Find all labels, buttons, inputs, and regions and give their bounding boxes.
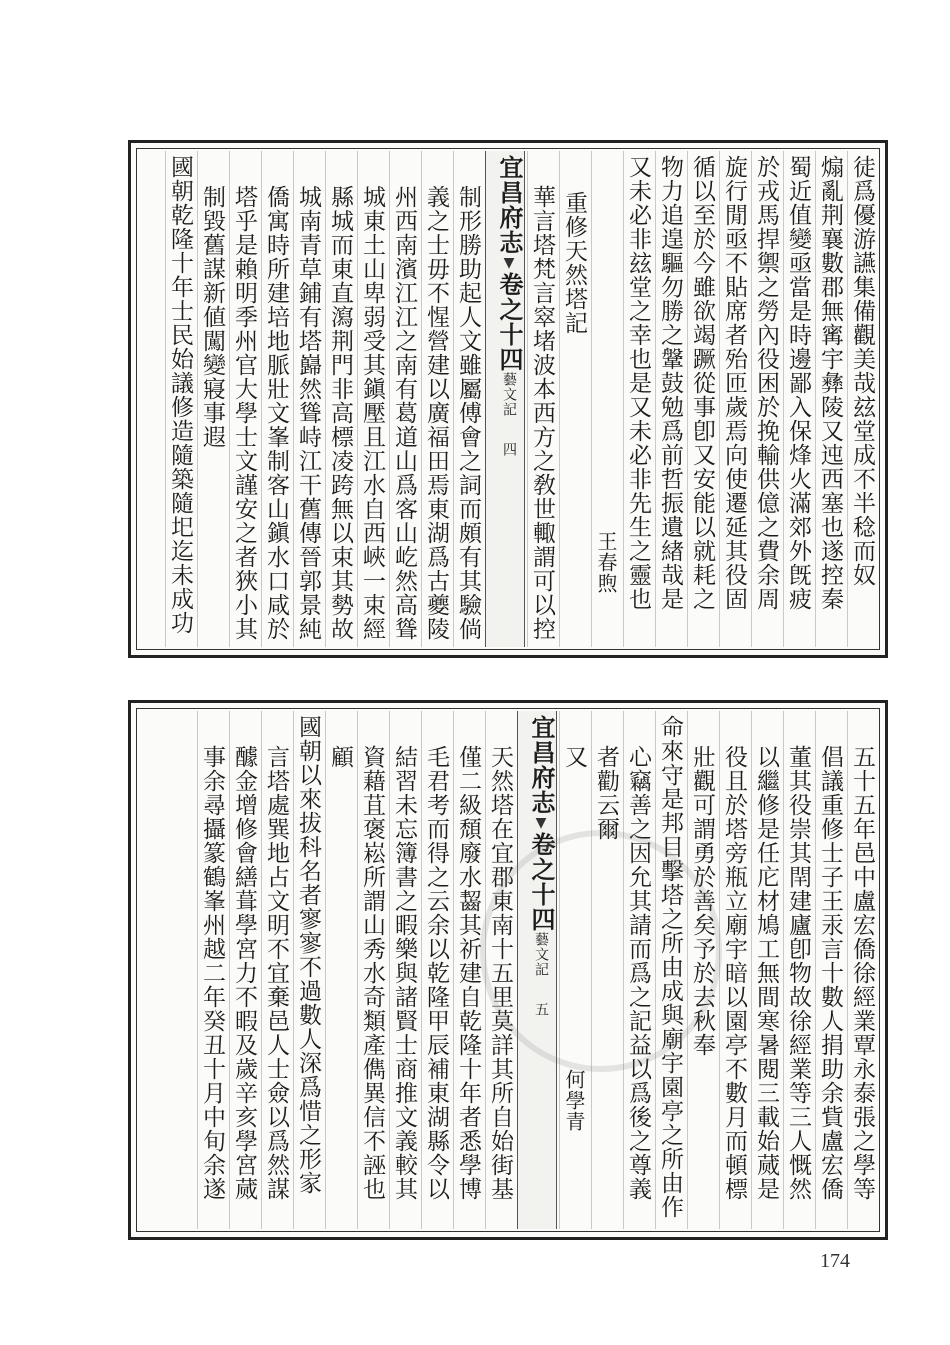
author-name: 王春煦 (594, 531, 618, 594)
author-column (591, 151, 621, 647)
text-column: 言塔處巽地占文明不宜棄邑人士僉以爲然謀 (261, 711, 291, 1229)
text-column: 事余尋攝篆鶴峯州越二年癸丑十月中旬余遂 (197, 711, 227, 1229)
text-column: 壯觀可謂勇於善矣予於去秋奉 (687, 711, 717, 1229)
text-column: 倡議重修士子王汞言十數人捐助余貲盧宏僑 (815, 711, 845, 1229)
text-column: 旋行閒亟不貼席者殆匝歲焉向使遷延其役固 (719, 151, 749, 647)
text-column: 僅二級頹廢水齧其祈建自乾隆十年者悉學博 (453, 711, 483, 1229)
bottom-panel-columns (139, 711, 877, 1229)
text-column: 國朝乾隆十年士民始議修造隨築隨圯迄未成功 (165, 151, 195, 647)
text-column: 僑寓時所建培地脈壯文峯制客山鎭水口咸於 (261, 151, 291, 647)
page-number: 174 (820, 1250, 850, 1272)
leaf-number: 五 (533, 1002, 549, 1017)
author-name: 何學青 (562, 1069, 586, 1132)
text-column: 董其役崇其閈建廬卽物故徐經業等三人慨然 (783, 711, 813, 1229)
article-heading (559, 711, 589, 1229)
text-column: 義之士毋不惺營建以廣福田焉東湖爲古夔陵 (421, 151, 451, 647)
text-column: 華言塔梵言窣堵波本西方之敎世輙謂可以控 (527, 151, 557, 647)
article-heading: 重修天然塔記 (559, 151, 589, 647)
text-column: 塔乎是賴明季州官大學士文謹安之者狹小其 (229, 151, 259, 647)
section-label: 藝文記 (533, 932, 549, 977)
section-label: 藝文記 (501, 372, 517, 417)
top-panel-columns (139, 151, 877, 647)
volume-label: 卷之十四 (495, 272, 524, 372)
page-header-column (517, 711, 557, 1229)
top-panel (128, 140, 888, 658)
page-header-column (485, 151, 525, 647)
text-column: 煽亂荆襄數郡無寗宇彝陵又迍西塞也遂控秦 (815, 151, 845, 647)
text-column: 以繼修是任庀材鳩工無間寒暑閱三載始蒇是 (751, 711, 781, 1229)
text-column: 心竊善之因允其請而爲之記益以爲後之尊義 (623, 711, 653, 1229)
fish-tail-marker: ▼ (501, 255, 517, 272)
text-column: 醵金增修會繕葺學宮力不暇及歲辛亥學宮蒇 (229, 711, 259, 1229)
book-title: 宜昌府志 (495, 155, 524, 255)
text-column: 五十五年邑中盧宏僑徐經業覃永泰張之學等 (847, 711, 877, 1229)
heading-text: 又 (561, 745, 587, 769)
fish-tail-marker: ▼ (533, 815, 549, 832)
text-column: 徒爲優游讌集備觀美哉玆堂成不半稔而奴 (847, 151, 877, 647)
bottom-panel (128, 700, 888, 1240)
leaf-number: 四 (501, 442, 517, 457)
text-column: 蜀近值變亟當是時邊鄙入保烽火滿郊外旣疲 (783, 151, 813, 647)
text-column: 於戎馬捍禦之勞內役困於挽輸供億之費余周 (751, 151, 781, 647)
text-column: 制毀舊謀新値闖變寢事遐 (197, 151, 227, 647)
book-title: 宜昌府志 (527, 715, 556, 815)
text-column: 國朝以來拔科名者寥寥不過數人深爲惜之形家 (293, 711, 323, 1229)
text-column: 毛君考而得之云余以乾隆甲辰補東湖縣令以 (421, 711, 451, 1229)
text-column: 城南青草鋪有塔巋然聳峙江干舊傳晉郭景純 (293, 151, 323, 647)
text-column: 制形勝助起人文雖屬傅會之詞而頗有其驗倘 (453, 151, 483, 647)
text-column: 資藉苴褒崧所謂山秀水奇類產儁異信不誣也 (357, 711, 387, 1229)
text-column: 又未必非玆堂之幸也是又未必非先生之靈也 (623, 151, 653, 647)
text-column: 循以至於今雖欲竭蹶從事卽又安能以就耗之 (687, 151, 717, 647)
text-column: 命來守是邦目擊塔之所由成與廟宇園亭之所由作 (655, 711, 685, 1229)
text-column: 城東土山卑弱受其鎭壓且江水自西峽一束經 (357, 151, 387, 647)
text-column: 役且於塔旁瓶立廟宇暗以園亭不數月而頓標 (719, 711, 749, 1229)
text-column: 結習未忘簿書之暇樂與諸賢士商推文義較其 (389, 711, 419, 1229)
text-column: 縣城而東直瀉荆門非高標凌跨無以束其勢故 (325, 151, 355, 647)
text-column: 顧 (325, 711, 355, 1229)
text-column: 州西南濱江江之南有葛道山爲客山屹然高聳 (389, 151, 419, 647)
text-column: 者勸云爾 (591, 711, 621, 1229)
volume-label: 卷之十四 (527, 832, 556, 932)
text-column: 天然塔在宜郡東南十五里莫詳其所自始街基 (485, 711, 515, 1229)
text-column: 物力追遑驅勿勝之鞶鼓勉爲前哲振遺緖哉是 (655, 151, 685, 647)
